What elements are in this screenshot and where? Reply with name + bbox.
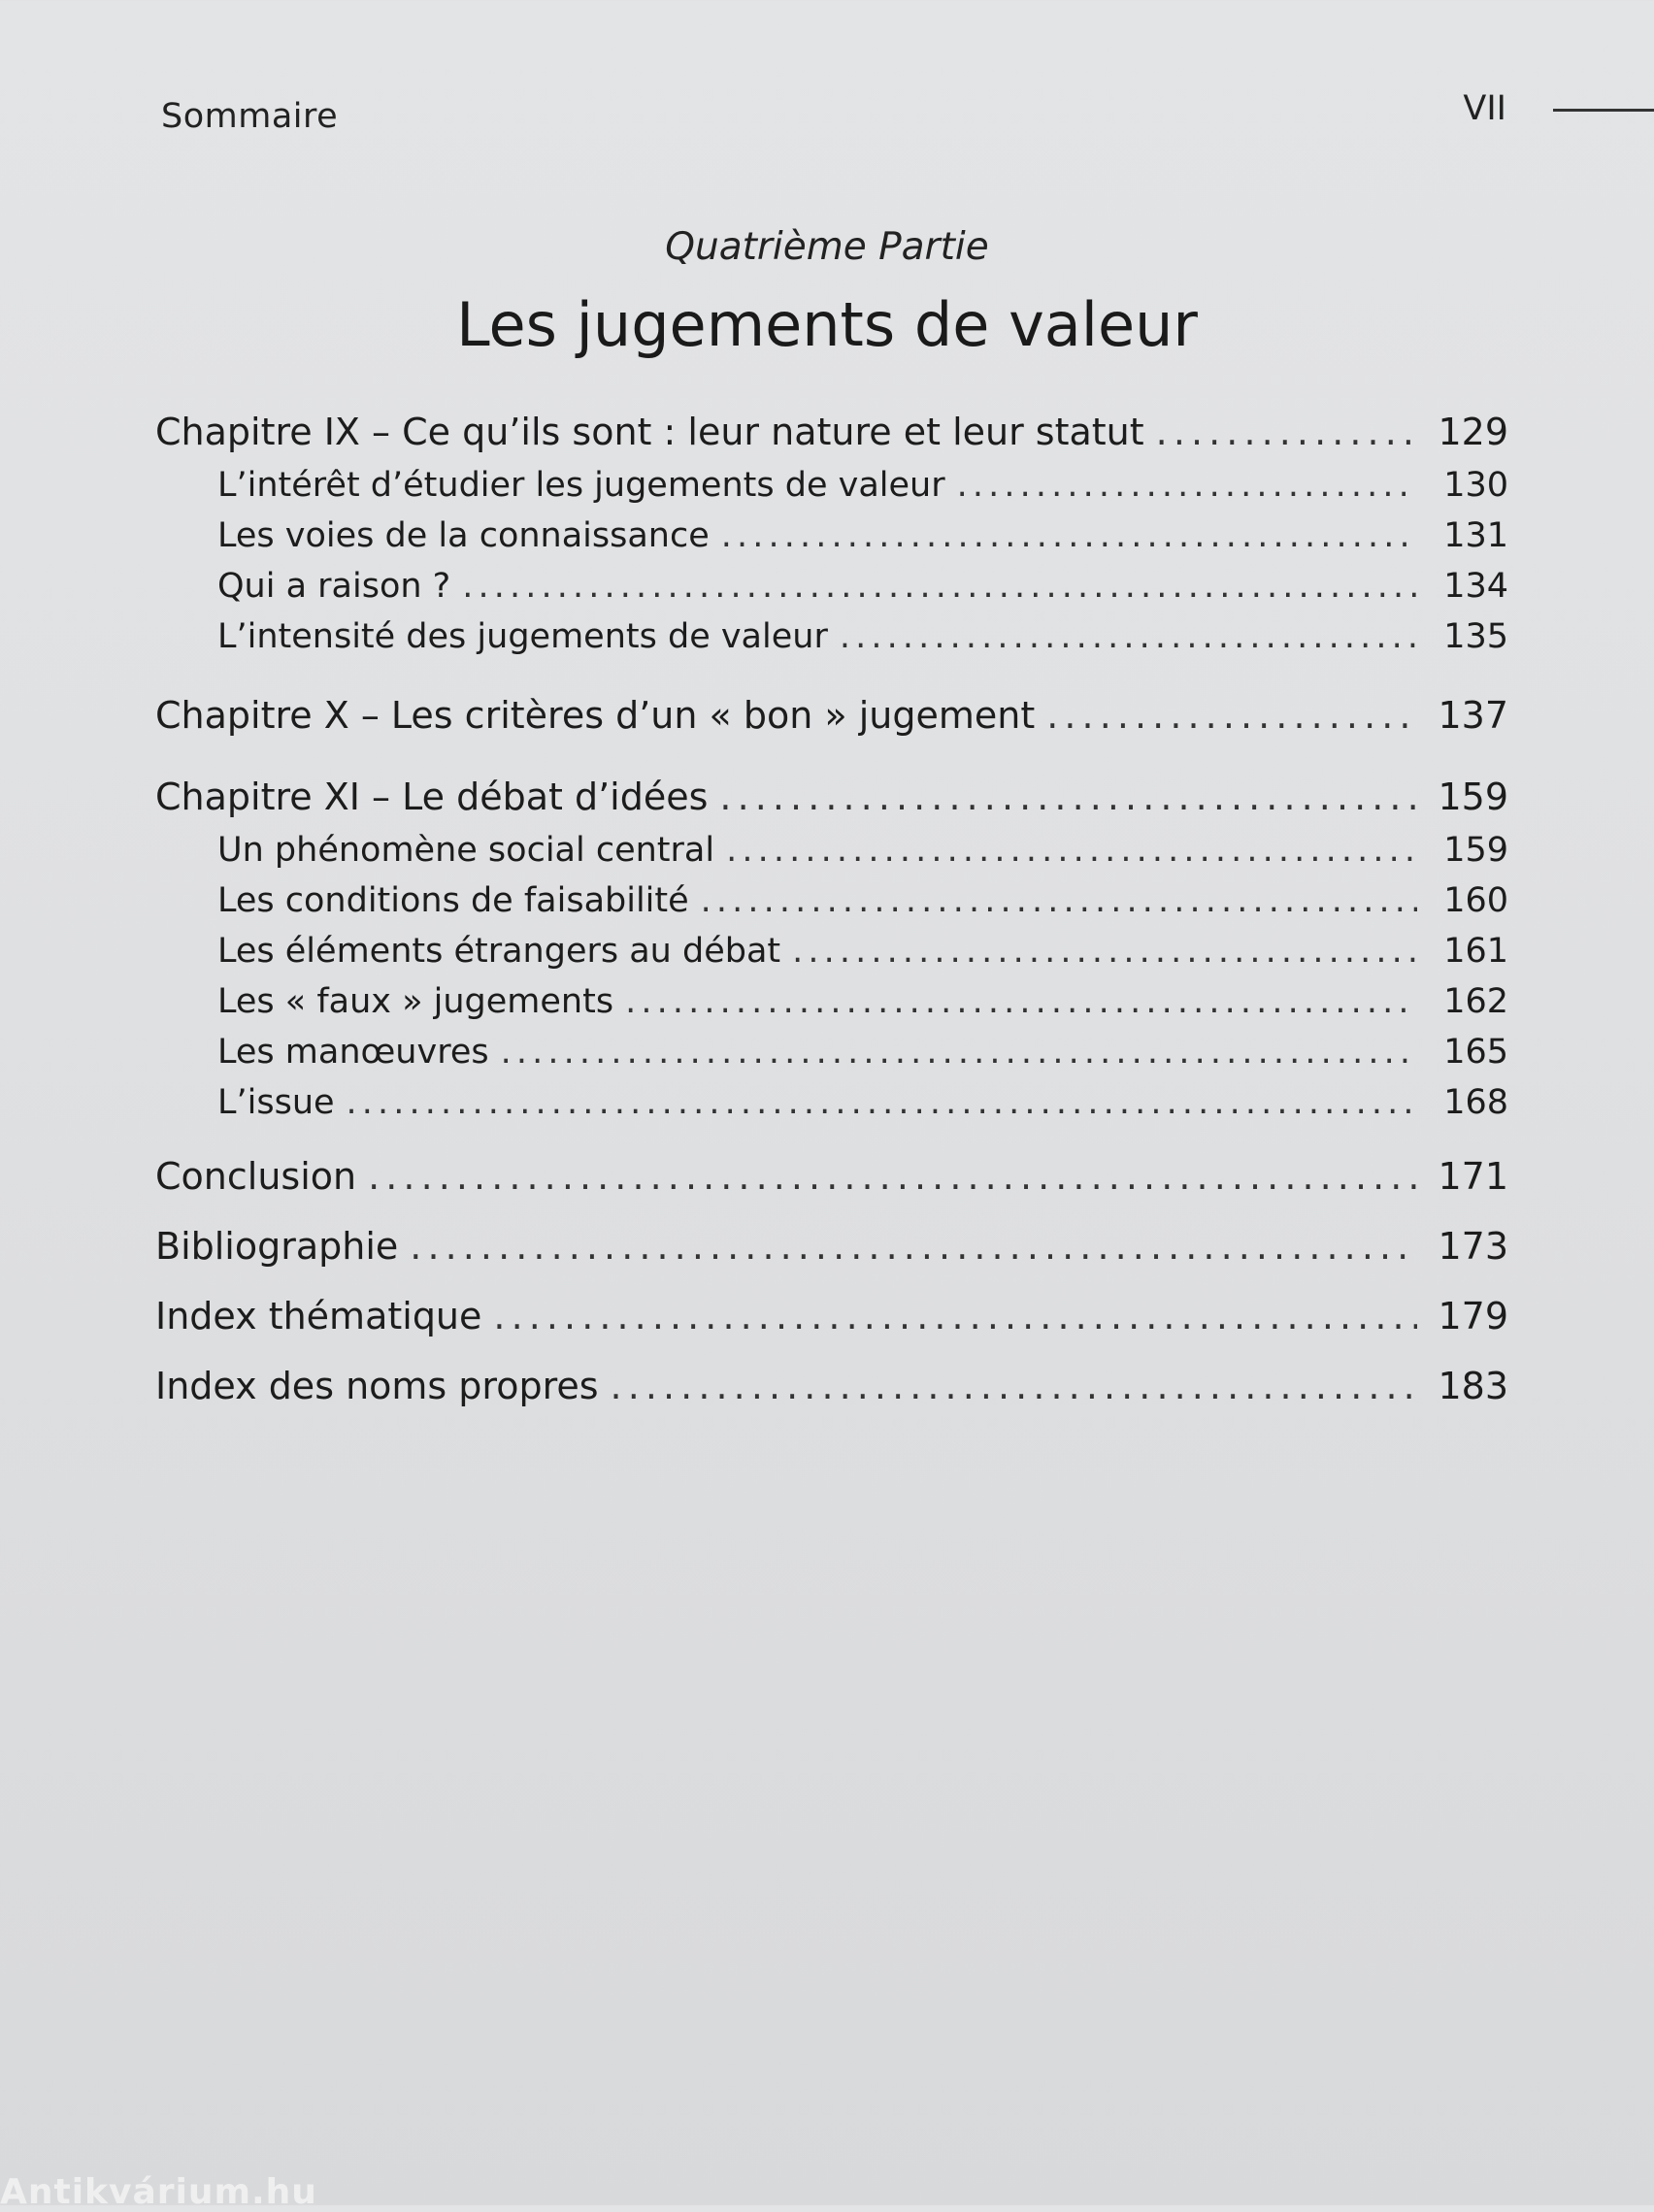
toc-section	[155, 1027, 1508, 1077]
toc-section-title: Les conditions de faisabilité	[217, 881, 689, 920]
page-number: VII	[1463, 89, 1506, 128]
toc-section-title: Les manœuvres	[217, 1033, 489, 1072]
toc-section	[155, 561, 1508, 611]
toc-page-number: 131	[1443, 516, 1508, 555]
toc-chapter-x	[155, 687, 1508, 743]
toc-page-number: 162	[1443, 982, 1508, 1021]
toc-backmatter-title: Conclusion	[155, 1155, 357, 1198]
toc-bibliography	[155, 1211, 1508, 1281]
dot-leader	[611, 1351, 1417, 1421]
toc-section	[155, 511, 1508, 561]
toc-page-number: 165	[1443, 1033, 1508, 1072]
dot-leader	[501, 1027, 1417, 1077]
toc-conclusion	[155, 1141, 1508, 1211]
dot-leader	[840, 611, 1417, 662]
toc-page-number: 137	[1438, 694, 1508, 737]
toc-section-title: Les éléments étrangers au débat	[217, 932, 781, 971]
toc-section-title: L’issue	[217, 1083, 335, 1122]
toc-section	[155, 825, 1508, 875]
toc-section-title: Qui a raison ?	[217, 567, 451, 606]
part-title: Les jugements de valeur	[456, 289, 1198, 360]
toc-names-index	[155, 1351, 1508, 1421]
toc-thematic-index	[155, 1281, 1508, 1351]
toc-section	[155, 926, 1508, 976]
dot-leader	[701, 875, 1417, 926]
toc-section	[155, 976, 1508, 1027]
toc-page-number: 171	[1438, 1155, 1508, 1198]
dot-leader	[462, 561, 1417, 611]
toc-page-number: 183	[1438, 1365, 1508, 1407]
toc-chapter-ix	[155, 404, 1508, 460]
toc-section-title: Les voies de la connaissance	[217, 516, 710, 555]
toc-page-number: 173	[1438, 1225, 1508, 1268]
part-label: Quatrième Partie	[665, 225, 989, 269]
toc-page-number: 160	[1443, 881, 1508, 920]
dot-leader	[1156, 404, 1417, 460]
edge-rule	[1553, 109, 1654, 112]
running-head: Sommaire	[161, 97, 339, 136]
dot-leader	[493, 1281, 1417, 1351]
toc-page-number: 161	[1443, 932, 1508, 971]
toc-backmatter-title: Bibliographie	[155, 1225, 399, 1268]
toc-chapter-title: Chapitre XI – Le débat d’idées	[155, 776, 709, 818]
dot-leader	[957, 460, 1417, 511]
toc-page-number: 129	[1438, 411, 1508, 453]
dot-leader	[625, 976, 1417, 1027]
dot-leader	[368, 1141, 1417, 1211]
dot-leader	[792, 926, 1417, 976]
watermark: Antikvárium.hu	[0, 2172, 317, 2212]
toc-section-title: L’intensité des jugements de valeur	[217, 617, 828, 656]
toc-section	[155, 460, 1508, 511]
toc-page-number: 134	[1443, 567, 1508, 606]
dot-leader	[719, 769, 1417, 825]
dot-leader	[410, 1211, 1417, 1281]
toc-section	[155, 1077, 1508, 1128]
toc-page-number: 135	[1443, 617, 1508, 656]
toc-page-number: 159	[1438, 776, 1508, 818]
toc-page-number: 159	[1443, 831, 1508, 870]
toc-section-title: Un phénomène social central	[217, 831, 715, 870]
toc-chapter-title: Chapitre IX – Ce qu’ils sont : leur nature et leur statut	[155, 411, 1144, 453]
toc-section	[155, 875, 1508, 926]
toc-chapter-title: Chapitre X – Les critères d’un « bon » jugement	[155, 694, 1036, 737]
toc-backmatter-title: Index des noms propres	[155, 1365, 599, 1407]
toc-section-title: Les « faux » jugements	[217, 982, 614, 1021]
toc-section	[155, 611, 1508, 662]
dot-leader	[726, 825, 1417, 875]
toc-chapter-xi	[155, 769, 1508, 825]
toc-page-number: 179	[1438, 1295, 1508, 1337]
dot-leader	[1046, 687, 1417, 743]
dot-leader	[347, 1077, 1417, 1128]
dot-leader	[721, 511, 1417, 561]
table-of-contents	[155, 404, 1508, 1421]
toc-page-number: 168	[1443, 1083, 1508, 1122]
toc-section-title: L’intérêt d’étudier les jugements de valeur	[217, 466, 945, 505]
toc-backmatter-title: Index thématique	[155, 1295, 482, 1337]
toc-page-number: 130	[1443, 466, 1508, 505]
